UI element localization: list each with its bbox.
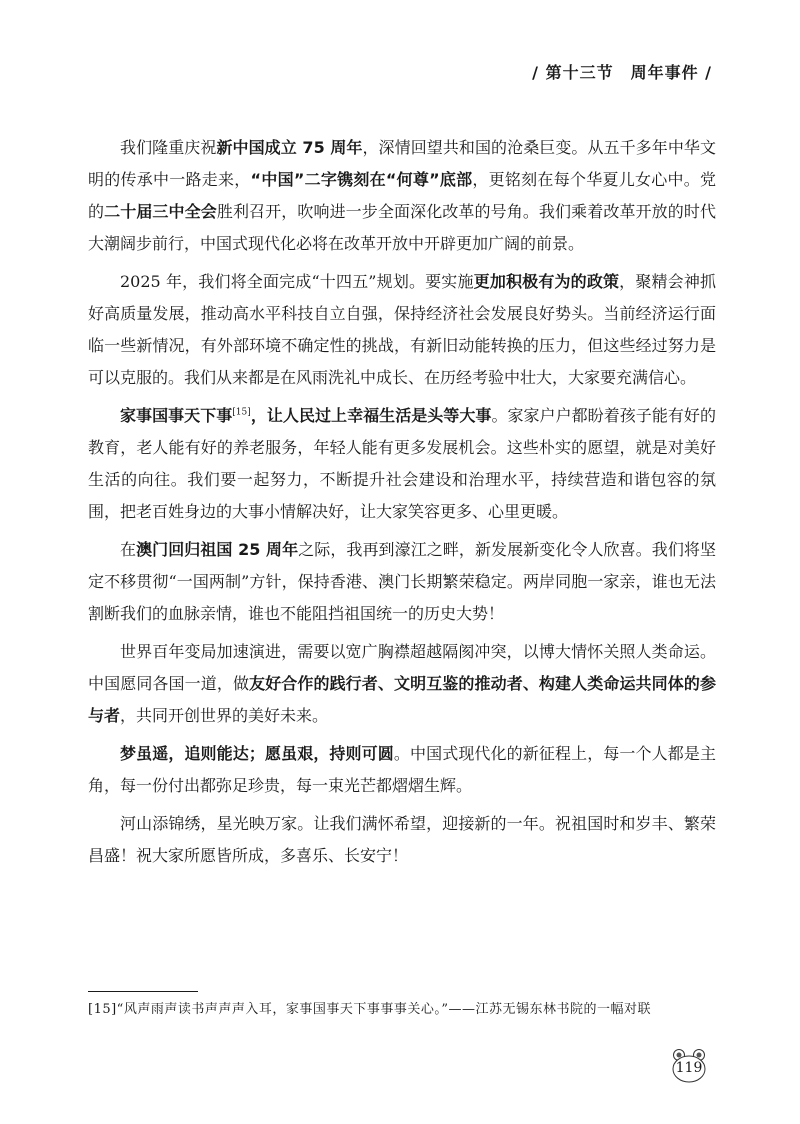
bold-phrase: ，让人民过上幸福生活是头等大事 <box>250 406 492 425</box>
text-run: 2025 年，我们将全面完成“十四五”规划。要实施 <box>120 272 474 291</box>
text-run: ，更铭刻在每个华夏儿女心中。党的 <box>88 170 716 221</box>
body-text <box>88 132 716 878</box>
text-run: 胜利召开，吹响进一步全面深化改革的号角。我们乘着改革开放的时代大潮阔步前行，中国式现代化必将在改革开放中开辟更加广阔的前景。 <box>88 202 716 253</box>
bold-phrase: 澳门回归祖国 25 周年 <box>136 540 299 559</box>
text-run: 世界百年变局加速演进，需要以宽广胸襟超越隔阂冲突，以博大情怀关照人类命运。中国愿同各国一道，做 <box>88 642 716 693</box>
bold-phrase: 梦虽遥，追则能达；愿虽艰，持则可圆 <box>120 744 394 763</box>
text-run: 我们隆重庆祝 <box>120 138 217 157</box>
page-number: 119 <box>675 1060 703 1076</box>
bold-phrase: 更加积极有为的政策 <box>473 272 620 291</box>
header-section-title: 第十三节 周年事件 <box>545 63 699 82</box>
footnote-divider <box>88 991 198 992</box>
bold-phrase: “中国”二字镌刻在“何尊”底部 <box>250 170 473 189</box>
paragraph-3 <box>88 400 716 528</box>
text-run: ，共同开创世界的美好未来。 <box>120 706 329 725</box>
text-run: 河山添锦绣，星光映万家。让我们满怀希望，迎接新的一年。祝祖国时和岁丰、繁荣昌盛！祝大家所愿皆所成，多喜乐、长安宁！ <box>88 814 716 865</box>
text-run: 。家家户户都盼着孩子能有好的教育，老人能有好的养老服务，年轻人能有更多发展机会。这些朴实的愿望，就是对美好生活的向往。我们要一起努力，不断提升社会建设和治理水平，持续营造和谐包容的氛围，把老百姓身边的大事小情解决好，让大家笑容更多、心里更暖。 <box>88 406 716 521</box>
footnote: [15]“风声雨声读书声声声入耳，家事国事天下事事事关心。”——江苏无锡东林书院的一幅对联 <box>88 1002 651 1017</box>
text-run: 在 <box>120 540 137 559</box>
paragraph-5 <box>88 636 716 732</box>
bold-phrase: 二十届三中全会 <box>104 202 217 221</box>
footnote-ref: [15] <box>232 407 251 418</box>
text-run: 。中国式现代化的新征程上，每一个人都是主角，每一份付出都弥足珍贵，每一束光芒都熠熠生辉。 <box>88 744 716 795</box>
header-left-slash: / <box>532 63 539 82</box>
paragraph-1 <box>88 132 716 260</box>
text-run: ，深情回望共和国的沧桑巨变。从五千多年中华文明的传承中一路走来， <box>88 138 716 189</box>
page-number-badge <box>666 1046 712 1086</box>
paragraph-2 <box>88 266 716 394</box>
bold-phrase: 友好合作的践行者、文明互鉴的推动者、构建人类命运共同体的参与者 <box>88 674 716 725</box>
paragraph-4 <box>88 534 716 630</box>
bold-phrase: 家事国事天下事 <box>120 406 233 425</box>
text-run: 之际，我再到濠江之畔，新发展新变化令人欣喜。我们将坚定不移贯彻“一国两制”方针，保持香港、澳门长期繁荣稳定。两岸同胞一家亲，谁也无法割断我们的血脉亲情，谁也不能阻挡祖国统一的历史大势！ <box>88 540 716 623</box>
text-run: ，聚精会神抓好高质量发展，推动高水平科技自立自强，保持经济社会发展良好势头。当前经济运行面临一些新情况，有外部环境不确定性的挑战，有新旧动能转换的压力，但这些经过努力是可以克服的。我们从来都是在风雨洗礼中成长、在历经考验中壮大，大家要充满信心。 <box>88 272 716 387</box>
bold-phrase: 新中国成立 75 周年 <box>216 138 363 157</box>
header-right-slash: / <box>705 63 712 82</box>
running-header <box>532 60 712 83</box>
paragraph-6 <box>88 738 716 802</box>
paragraph-7 <box>88 808 716 872</box>
